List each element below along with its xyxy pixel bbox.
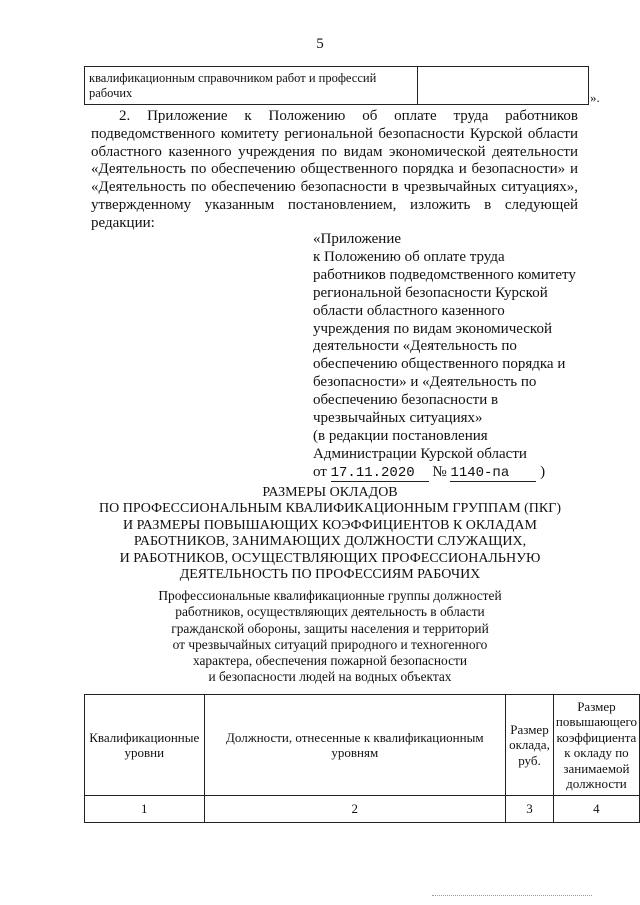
title-line: ПО ПРОФЕССИОНАЛЬНЫМ КВАЛИФИКАЦИОННЫМ ГРУППАМ (ПКГ) [98, 501, 562, 517]
scan-artifact-divider [432, 895, 592, 896]
table-row [85, 67, 589, 105]
subtitle-line: Профессиональные квалификационные группы должностей [158, 588, 502, 603]
appendix-line: работников подведомственного комитету [313, 266, 576, 283]
subtitle-line: работников, осуществляющих деятельность в области [175, 604, 485, 620]
appendix-line: обеспечению безопасности в [313, 392, 499, 409]
appendix-line: области областного казенного [313, 302, 505, 319]
appendix-line: (в редакции постановления [313, 427, 488, 444]
appendix-line: обеспечению общественного порядка и [313, 356, 566, 373]
closing-quote: ». [590, 90, 600, 105]
salary-table [84, 694, 640, 823]
column-number: 1 [85, 796, 205, 823]
table-header-row [85, 695, 640, 796]
top-table-cell-line-1: квалификационным справочником работ и профессий [89, 71, 377, 85]
appendix-line: безопасности» и «Деятельность по [313, 374, 537, 391]
date-prefix: от [313, 463, 327, 480]
appendix-line: региональной безопасности Курской [313, 284, 548, 301]
subtitle-line: от чрезвычайных ситуаций природного и техногенного [172, 636, 488, 652]
column-number: 4 [553, 796, 639, 823]
appendix-line: деятельности «Деятельность по [313, 338, 517, 355]
appendix-header-block [313, 231, 588, 482]
title-line: РАБОТНИКОВ, ЗАНИМАЮЩИХ ДОЛЖНОСТИ СЛУЖАЩИХ, [133, 534, 527, 550]
title-line: РАЗМЕРЫ ОКЛАДОВ [262, 485, 398, 500]
header-qualification-levels: Квалификационные уровни [85, 695, 205, 796]
number-sign: № [432, 463, 447, 480]
header-coefficient: Размер повышающего коэффициента к окладу по занимаемой должности [553, 695, 639, 796]
appendix-line: учреждения по видам экономической [313, 320, 552, 337]
top-table-cell-text [85, 67, 418, 105]
top-table-cell-empty [418, 67, 589, 105]
appendix-line: «Приложение [313, 231, 402, 247]
document-title [60, 485, 600, 583]
column-number: 2 [204, 796, 506, 823]
top-table-cell-line-2: рабочих [89, 86, 133, 100]
header-salary: Размер оклада, руб. [506, 695, 554, 796]
title-line: И РАБОТНИКОВ, ОСУЩЕСТВЛЯЮЩИХ ПРОФЕССИОНАЛЬНУЮ [119, 550, 541, 566]
subtitle-line: и безопасности людей на водных объектах [208, 669, 452, 685]
column-number: 3 [506, 796, 554, 823]
page-number: 5 [316, 36, 324, 52]
subtitle-line: гражданской обороны, защиты населения и территорий [171, 620, 489, 636]
resolution-date: 17.11.2020 [331, 466, 429, 482]
section-subtitle [110, 588, 550, 686]
header-positions: Должности, отнесенные к квалификационным уровням [204, 695, 506, 796]
appendix-line: к Положению об оплате труда [313, 248, 505, 265]
title-line: И РАЗМЕРЫ ПОВЫШАЮЩИХ КОЭФФИЦИЕНТОВ К ОКЛАДАМ [123, 517, 537, 533]
appendix-date-line [313, 464, 588, 482]
closing-paren: ) [540, 463, 546, 480]
top-table-fragment [84, 66, 589, 105]
resolution-number: 1140-па [450, 466, 536, 482]
appendix-line: Администрации Курской области [313, 445, 527, 462]
table-row [85, 796, 640, 823]
amendment-paragraph: 2. Приложение к Положению об оплате труда работников подведомственного комитету региональной безопасности Курской области областного казенного учреждения по видам экономической деятельности «Деятельность по обеспечению общественного порядка и безопасности» и «Деятельность по обеспечению безопасности в чрезвычайных ситуациях», утвержденному указанным постановлением, изложить в следующей редакции: [91, 108, 578, 231]
subtitle-line: характера, обеспечения пожарной безопасности [192, 653, 468, 669]
appendix-line: чрезвычайных ситуациях» [313, 410, 483, 427]
title-line: ДЕЯТЕЛЬНОСТЬ ПО ПРОФЕССИЯМ РАБОЧИХ [179, 567, 481, 583]
